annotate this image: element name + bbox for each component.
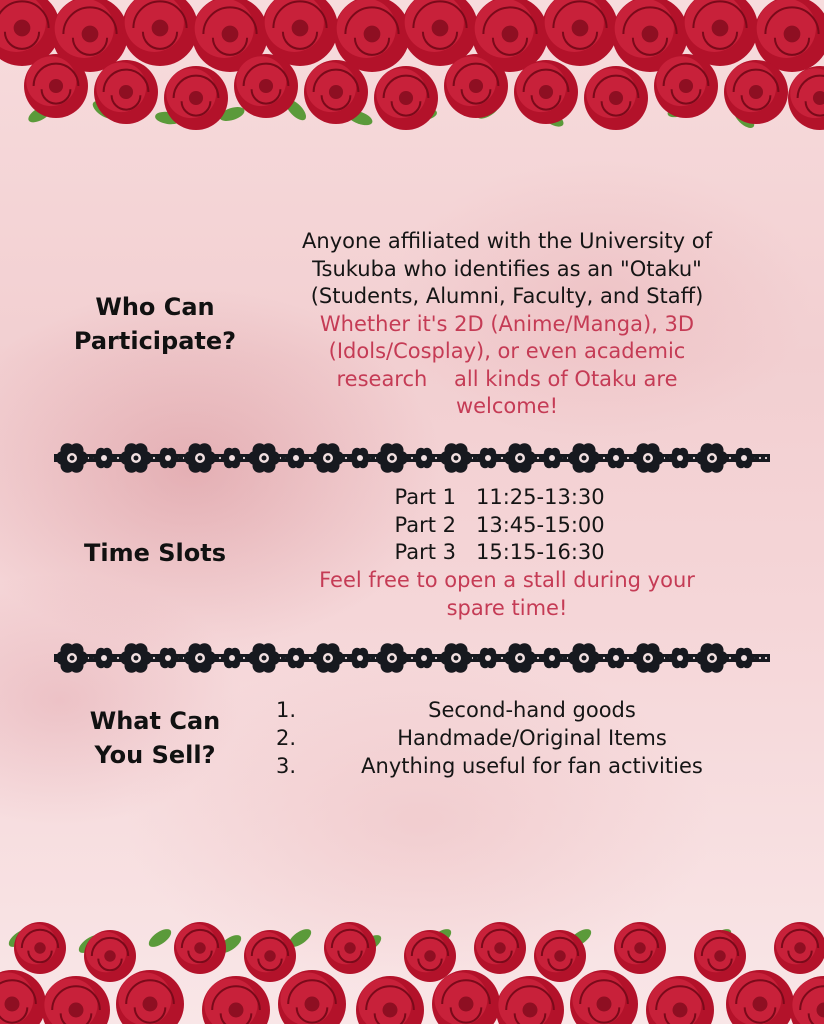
- rose-icon: [374, 66, 438, 130]
- list-item: [276, 696, 742, 724]
- lace-flower-icon: [56, 643, 88, 673]
- rose-icon: [42, 976, 110, 1024]
- lace-flower-small-icon: [157, 648, 179, 668]
- time-slot-part: Part 1: [394, 485, 456, 509]
- rose-icon: [164, 66, 228, 130]
- lace-flower-icon: [376, 443, 408, 473]
- time-accent-line: spare time!: [446, 595, 568, 620]
- time-schedule: [360, 484, 605, 567]
- lace-flower-small-icon: [733, 448, 755, 468]
- lace-flower-small-icon: [605, 448, 627, 468]
- time-slot-row: [360, 484, 605, 512]
- who-line: (Students, Alumni, Faculty, and Staff): [310, 284, 704, 308]
- rose-icon: [584, 66, 648, 130]
- lace-flower-icon: [248, 643, 280, 673]
- list-item-number: 1.: [276, 698, 297, 722]
- rose-icon: [116, 970, 184, 1024]
- leaf-icon: [146, 926, 174, 951]
- who-accent-line: research all kinds of Otaku are: [336, 366, 678, 391]
- lace-flower-small-icon: [221, 448, 243, 468]
- rose-icon: [324, 922, 376, 974]
- time-slot-part: Part 3: [394, 540, 456, 564]
- time-slot-part: Part 2: [394, 512, 456, 537]
- lace-flower-icon: [56, 443, 88, 473]
- lace-flower-icon: [504, 443, 536, 473]
- list-item-number: 3.: [276, 754, 297, 778]
- rose-icon: [278, 970, 346, 1024]
- rose-icon: [14, 922, 66, 974]
- time-slot-time: 13:45-15:00: [476, 512, 605, 537]
- who-heading-line1: Who Can: [95, 293, 215, 321]
- rose-icon: [694, 930, 746, 982]
- time-slot-time: 15:15-16:30: [476, 540, 605, 564]
- lace-flower-small-icon: [733, 648, 755, 668]
- rose-icon: [356, 976, 424, 1024]
- lace-flower-icon: [120, 443, 152, 473]
- lace-flower-icon: [568, 643, 600, 673]
- rose-icon: [646, 976, 714, 1024]
- time-heading: Time Slots: [84, 539, 226, 567]
- rose-icon: [724, 60, 788, 124]
- lace-divider: [54, 641, 770, 675]
- lace-flower-small-icon: [413, 648, 435, 668]
- rose-icon: [474, 922, 526, 974]
- who-accent-line: welcome!: [455, 394, 559, 418]
- who-body: [232, 228, 782, 421]
- rose-icon: [404, 930, 456, 982]
- rose-icon: [244, 930, 296, 982]
- rose-icon: [234, 54, 298, 118]
- rose-icon: [496, 976, 564, 1024]
- lace-flower-icon: [120, 643, 152, 673]
- lace-flower-small-icon: [285, 648, 307, 668]
- list-item-text: Handmade/Original Items: [397, 726, 667, 750]
- lace-flower-icon: [632, 443, 664, 473]
- who-heading-line2: Participate?: [73, 327, 237, 355]
- rose-icon: [774, 922, 824, 974]
- rose-icon: [654, 54, 718, 118]
- lace-flower-small-icon: [669, 648, 691, 668]
- lace-flower-icon: [184, 643, 216, 673]
- rose-icon: [334, 0, 410, 72]
- time-slot-row: [360, 539, 605, 567]
- lace-flower-small-icon: [541, 648, 563, 668]
- rose-icon: [24, 54, 88, 118]
- lace-flower-icon: [696, 643, 728, 673]
- who-accent-line: (Idols/Cosplay), or even academic: [328, 339, 686, 363]
- lace-flower-icon: [376, 643, 408, 673]
- lace-flower-small-icon: [605, 648, 627, 668]
- lace-flower-icon: [504, 643, 536, 673]
- time-note: [232, 567, 782, 622]
- sell-heading: [40, 704, 270, 772]
- lace-flower-icon: [696, 443, 728, 473]
- sell-heading-line1: What Can: [89, 707, 221, 735]
- rose-icon: [534, 930, 586, 982]
- rose-border-top: [0, 0, 824, 136]
- list-item: [276, 752, 742, 780]
- who-line: Tsukuba who identifies as an "Otaku": [312, 256, 702, 281]
- rose-icon: [514, 60, 578, 124]
- lace-divider: [54, 441, 770, 475]
- rose-icon: [444, 54, 508, 118]
- rose-icon: [202, 976, 270, 1024]
- lace-flower-small-icon: [285, 448, 307, 468]
- lace-flower-icon: [568, 443, 600, 473]
- rose-icon: [94, 60, 158, 124]
- sell-list: [276, 696, 742, 780]
- time-slot-time: 11:25-13:30: [476, 485, 605, 509]
- lace-flower-small-icon: [93, 648, 115, 668]
- lace-flower-small-icon: [413, 448, 435, 468]
- time-accent-line: Feel free to open a stall during your: [319, 568, 695, 592]
- rose-icon: [726, 970, 794, 1024]
- lace-flower-icon: [440, 643, 472, 673]
- time-slot-row: [360, 512, 605, 540]
- lace-flower-small-icon: [157, 448, 179, 468]
- lace-flower-icon: [312, 643, 344, 673]
- rose-icon: [614, 922, 666, 974]
- lace-flower-small-icon: [541, 448, 563, 468]
- who-line: Anyone affiliated with the University of: [302, 229, 712, 253]
- rose-icon: [174, 922, 226, 974]
- list-item: [276, 724, 742, 752]
- lace-flower-icon: [248, 443, 280, 473]
- lace-flower-icon: [440, 443, 472, 473]
- rose-border-bottom: [0, 908, 824, 1024]
- lace-flower-small-icon: [477, 448, 499, 468]
- lace-flower-small-icon: [669, 448, 691, 468]
- lace-flower-small-icon: [93, 448, 115, 468]
- lace-flower-small-icon: [349, 448, 371, 468]
- lace-flower-icon: [312, 443, 344, 473]
- lace-flower-small-icon: [221, 648, 243, 668]
- rose-icon: [788, 66, 824, 130]
- rose-icon: [122, 0, 198, 66]
- sell-heading-line2: You Sell?: [94, 741, 216, 769]
- list-item-text: Anything useful for fan activities: [361, 754, 703, 778]
- list-item-number: 2.: [276, 726, 297, 750]
- rose-icon: [84, 930, 136, 982]
- rose-icon: [542, 0, 618, 66]
- rose-icon: [304, 60, 368, 124]
- lace-flower-icon: [632, 643, 664, 673]
- rose-icon: [0, 970, 46, 1024]
- rose-icon: [570, 970, 638, 1024]
- who-accent-line: Whether it's 2D (Anime/Manga), 3D: [319, 311, 695, 336]
- lace-flower-icon: [184, 443, 216, 473]
- rose-icon: [790, 976, 824, 1024]
- lace-flower-small-icon: [349, 648, 371, 668]
- lace-flower-small-icon: [477, 648, 499, 668]
- list-item-text: Second-hand goods: [428, 698, 636, 722]
